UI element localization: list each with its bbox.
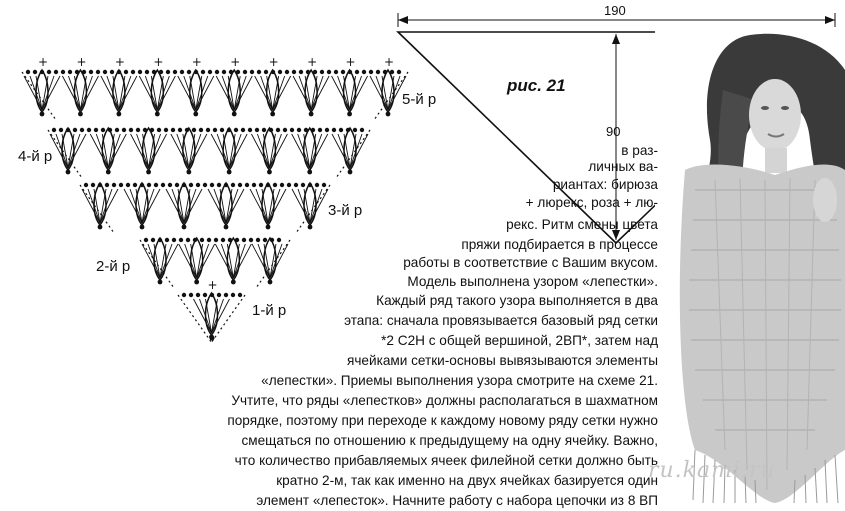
chain-stitch xyxy=(355,70,359,74)
chain-stitch xyxy=(157,128,161,132)
text-line: Модель выполнена узором «лепестки». xyxy=(407,274,658,289)
chain-stitch xyxy=(68,70,72,74)
chain-stitch xyxy=(199,128,203,132)
chain-stitch xyxy=(119,183,123,187)
chain-stitch xyxy=(110,70,114,74)
chain-stitch xyxy=(91,183,95,187)
chain-stitch xyxy=(369,70,373,74)
petal-element xyxy=(216,55,252,116)
chain-stitch xyxy=(147,183,151,187)
petal-element xyxy=(50,128,86,174)
svg-text:+: + xyxy=(384,55,395,69)
petal-element xyxy=(82,183,118,229)
text-line: что количество прибавляемых ячеек филейной сетки должно быть xyxy=(234,453,658,468)
chain-stitch xyxy=(278,70,282,74)
chain-stitch xyxy=(151,238,155,242)
text-line: в раз- xyxy=(621,143,658,158)
petal-element xyxy=(293,55,329,116)
width-label: 190 xyxy=(604,3,626,18)
chain-stitch xyxy=(292,70,296,74)
text-line: кратно 2-м, так как именно на двух ячейках базируется один xyxy=(276,473,658,488)
text-line: Учтите, что ряды «лепестков» должны располагаться в шахматном xyxy=(231,393,658,408)
chain-stitch xyxy=(124,70,128,74)
chain-stitch xyxy=(26,70,30,74)
chain-stitch xyxy=(126,183,130,187)
chain-stitch xyxy=(87,128,91,132)
chain-stitch xyxy=(248,128,252,132)
text-line: элемент «лепесток». Начните работу с набора цепочки из 8 ВП xyxy=(256,493,658,508)
chain-stitch xyxy=(122,128,126,132)
chain-stitch xyxy=(103,70,107,74)
text-line: «лепестки». Приемы выполнения узора смотрите на схеме 21. xyxy=(261,373,658,388)
chain-stitch xyxy=(47,70,51,74)
chain-stitch xyxy=(96,70,100,74)
chain-stitch xyxy=(285,70,289,74)
chain-stitch xyxy=(164,128,168,132)
text-line: этапа: сначала провязывается базовый ряд сетки xyxy=(344,313,658,328)
chain-stitch xyxy=(187,70,191,74)
chain-stitch xyxy=(341,70,345,74)
petal-element xyxy=(24,55,60,116)
chain-stitch xyxy=(208,70,212,74)
chain-stitch xyxy=(33,70,37,74)
row-label-2: 2-й р xyxy=(96,258,131,275)
chain-stitch xyxy=(172,238,176,242)
svg-text:+: + xyxy=(307,55,318,69)
chain-stitch xyxy=(299,70,303,74)
chart-row xyxy=(22,55,408,120)
chain-stitch xyxy=(145,70,149,74)
text-line: личных ва- xyxy=(588,159,658,174)
chain-stitch xyxy=(376,70,380,74)
chain-stitch xyxy=(255,128,259,132)
text-line: Каждый ряд такого узора выполняется в два xyxy=(376,293,658,308)
chain-stitch xyxy=(334,70,338,74)
chain-stitch xyxy=(166,70,170,74)
chain-stitch xyxy=(215,70,219,74)
text-line: + люрекс, роза + лю- xyxy=(525,195,658,210)
chain-stitch xyxy=(234,128,238,132)
chain-stitch xyxy=(54,70,58,74)
model-photo xyxy=(655,30,845,503)
chain-stitch xyxy=(138,70,142,74)
svg-text:+: + xyxy=(38,55,49,69)
chain-stitch xyxy=(241,128,245,132)
chain-stitch xyxy=(362,70,366,74)
chain-stitch xyxy=(73,128,77,132)
petal-element xyxy=(139,55,175,116)
chain-stitch xyxy=(327,70,331,74)
chain-stitch xyxy=(222,70,226,74)
chain-stitch xyxy=(154,183,158,187)
svg-text:+: + xyxy=(191,55,202,69)
chain-stitch xyxy=(297,128,301,132)
chain-stitch xyxy=(220,128,224,132)
description-text-block xyxy=(180,140,658,508)
chain-stitch xyxy=(325,128,329,132)
chain-stitch xyxy=(89,70,93,74)
chain-stitch xyxy=(320,70,324,74)
chain-stitch xyxy=(206,128,210,132)
chain-stitch xyxy=(112,183,116,187)
chain-stitch xyxy=(339,128,343,132)
chain-stitch xyxy=(250,70,254,74)
petal-element xyxy=(101,55,137,116)
chain-stitch xyxy=(262,128,266,132)
chain-stitch xyxy=(144,238,148,242)
svg-text:+: + xyxy=(230,55,241,69)
chain-stitch xyxy=(52,128,56,132)
chain-stitch xyxy=(168,183,172,187)
chain-stitch xyxy=(131,70,135,74)
text-line: смещаться по отношению к предыдущему на одну ячейку. Важно, xyxy=(241,433,658,448)
chain-stitch xyxy=(192,128,196,132)
chain-stitch xyxy=(201,70,205,74)
chain-stitch xyxy=(264,70,268,74)
figure-caption: рис. 21 xyxy=(507,76,566,95)
chain-stitch xyxy=(80,128,84,132)
chain-stitch xyxy=(276,128,280,132)
svg-text:+: + xyxy=(153,55,164,69)
petal-element xyxy=(255,55,291,116)
chain-stitch xyxy=(243,70,247,74)
chain-stitch xyxy=(101,128,105,132)
chain-stitch xyxy=(84,183,88,187)
petal-element xyxy=(124,183,160,229)
text-line: риантах: бирюза xyxy=(552,177,658,192)
svg-text:+: + xyxy=(114,55,125,69)
row-label-3: 3-й р xyxy=(328,202,363,219)
chain-stitch xyxy=(257,70,261,74)
text-line: работы в соответствие с Вашим вкусом. xyxy=(403,255,658,270)
svg-text:+: + xyxy=(345,55,356,69)
chain-stitch xyxy=(133,183,137,187)
row-label-1: 1-й р xyxy=(252,302,287,319)
text-line: рекс. Ритм смены цвета xyxy=(506,217,658,232)
petal-element xyxy=(332,55,368,116)
chain-stitch xyxy=(171,128,175,132)
chain-stitch xyxy=(175,183,179,187)
chain-stitch xyxy=(178,128,182,132)
chain-stitch xyxy=(161,183,165,187)
chain-stitch xyxy=(61,70,65,74)
text-line: порядке, поэтому при переходе к каждому новому ряду сетки нужно xyxy=(227,413,658,428)
chain-stitch xyxy=(318,128,322,132)
chain-stitch xyxy=(115,128,119,132)
svg-text:+: + xyxy=(268,55,279,69)
text-line: ячейками сетки-основы вывязываются элементы xyxy=(346,353,658,368)
chain-stitch xyxy=(283,128,287,132)
petal-element xyxy=(62,55,98,116)
chain-stitch xyxy=(136,128,140,132)
chain-stitch xyxy=(173,70,177,74)
row-label-5: 5-й р xyxy=(402,91,437,108)
text-line: пряжи подбирается в процессе xyxy=(461,237,658,252)
row-label-4: 4-й р xyxy=(18,148,53,165)
chain-stitch xyxy=(360,128,364,132)
petal-element xyxy=(142,238,178,284)
chain-stitch xyxy=(213,128,217,132)
site-watermark: ru.kami.ru xyxy=(648,458,776,483)
chain-stitch xyxy=(353,128,357,132)
svg-text:+: + xyxy=(76,55,87,69)
svg-text:+: + xyxy=(207,278,218,292)
chain-stitch xyxy=(165,238,169,242)
petal-element xyxy=(131,128,167,174)
height-label: 90 xyxy=(606,124,621,139)
chain-stitch xyxy=(290,128,294,132)
chain-stitch xyxy=(332,128,336,132)
chain-stitch xyxy=(94,128,98,132)
text-line: *2 С2Н с общей вершиной, 2ВП*, затем над xyxy=(381,333,658,348)
petal-element xyxy=(178,55,214,116)
chain-stitch xyxy=(180,70,184,74)
chain-stitch xyxy=(129,128,133,132)
petal-element xyxy=(90,128,126,174)
chain-stitch xyxy=(59,128,63,132)
chain-stitch xyxy=(105,183,109,187)
